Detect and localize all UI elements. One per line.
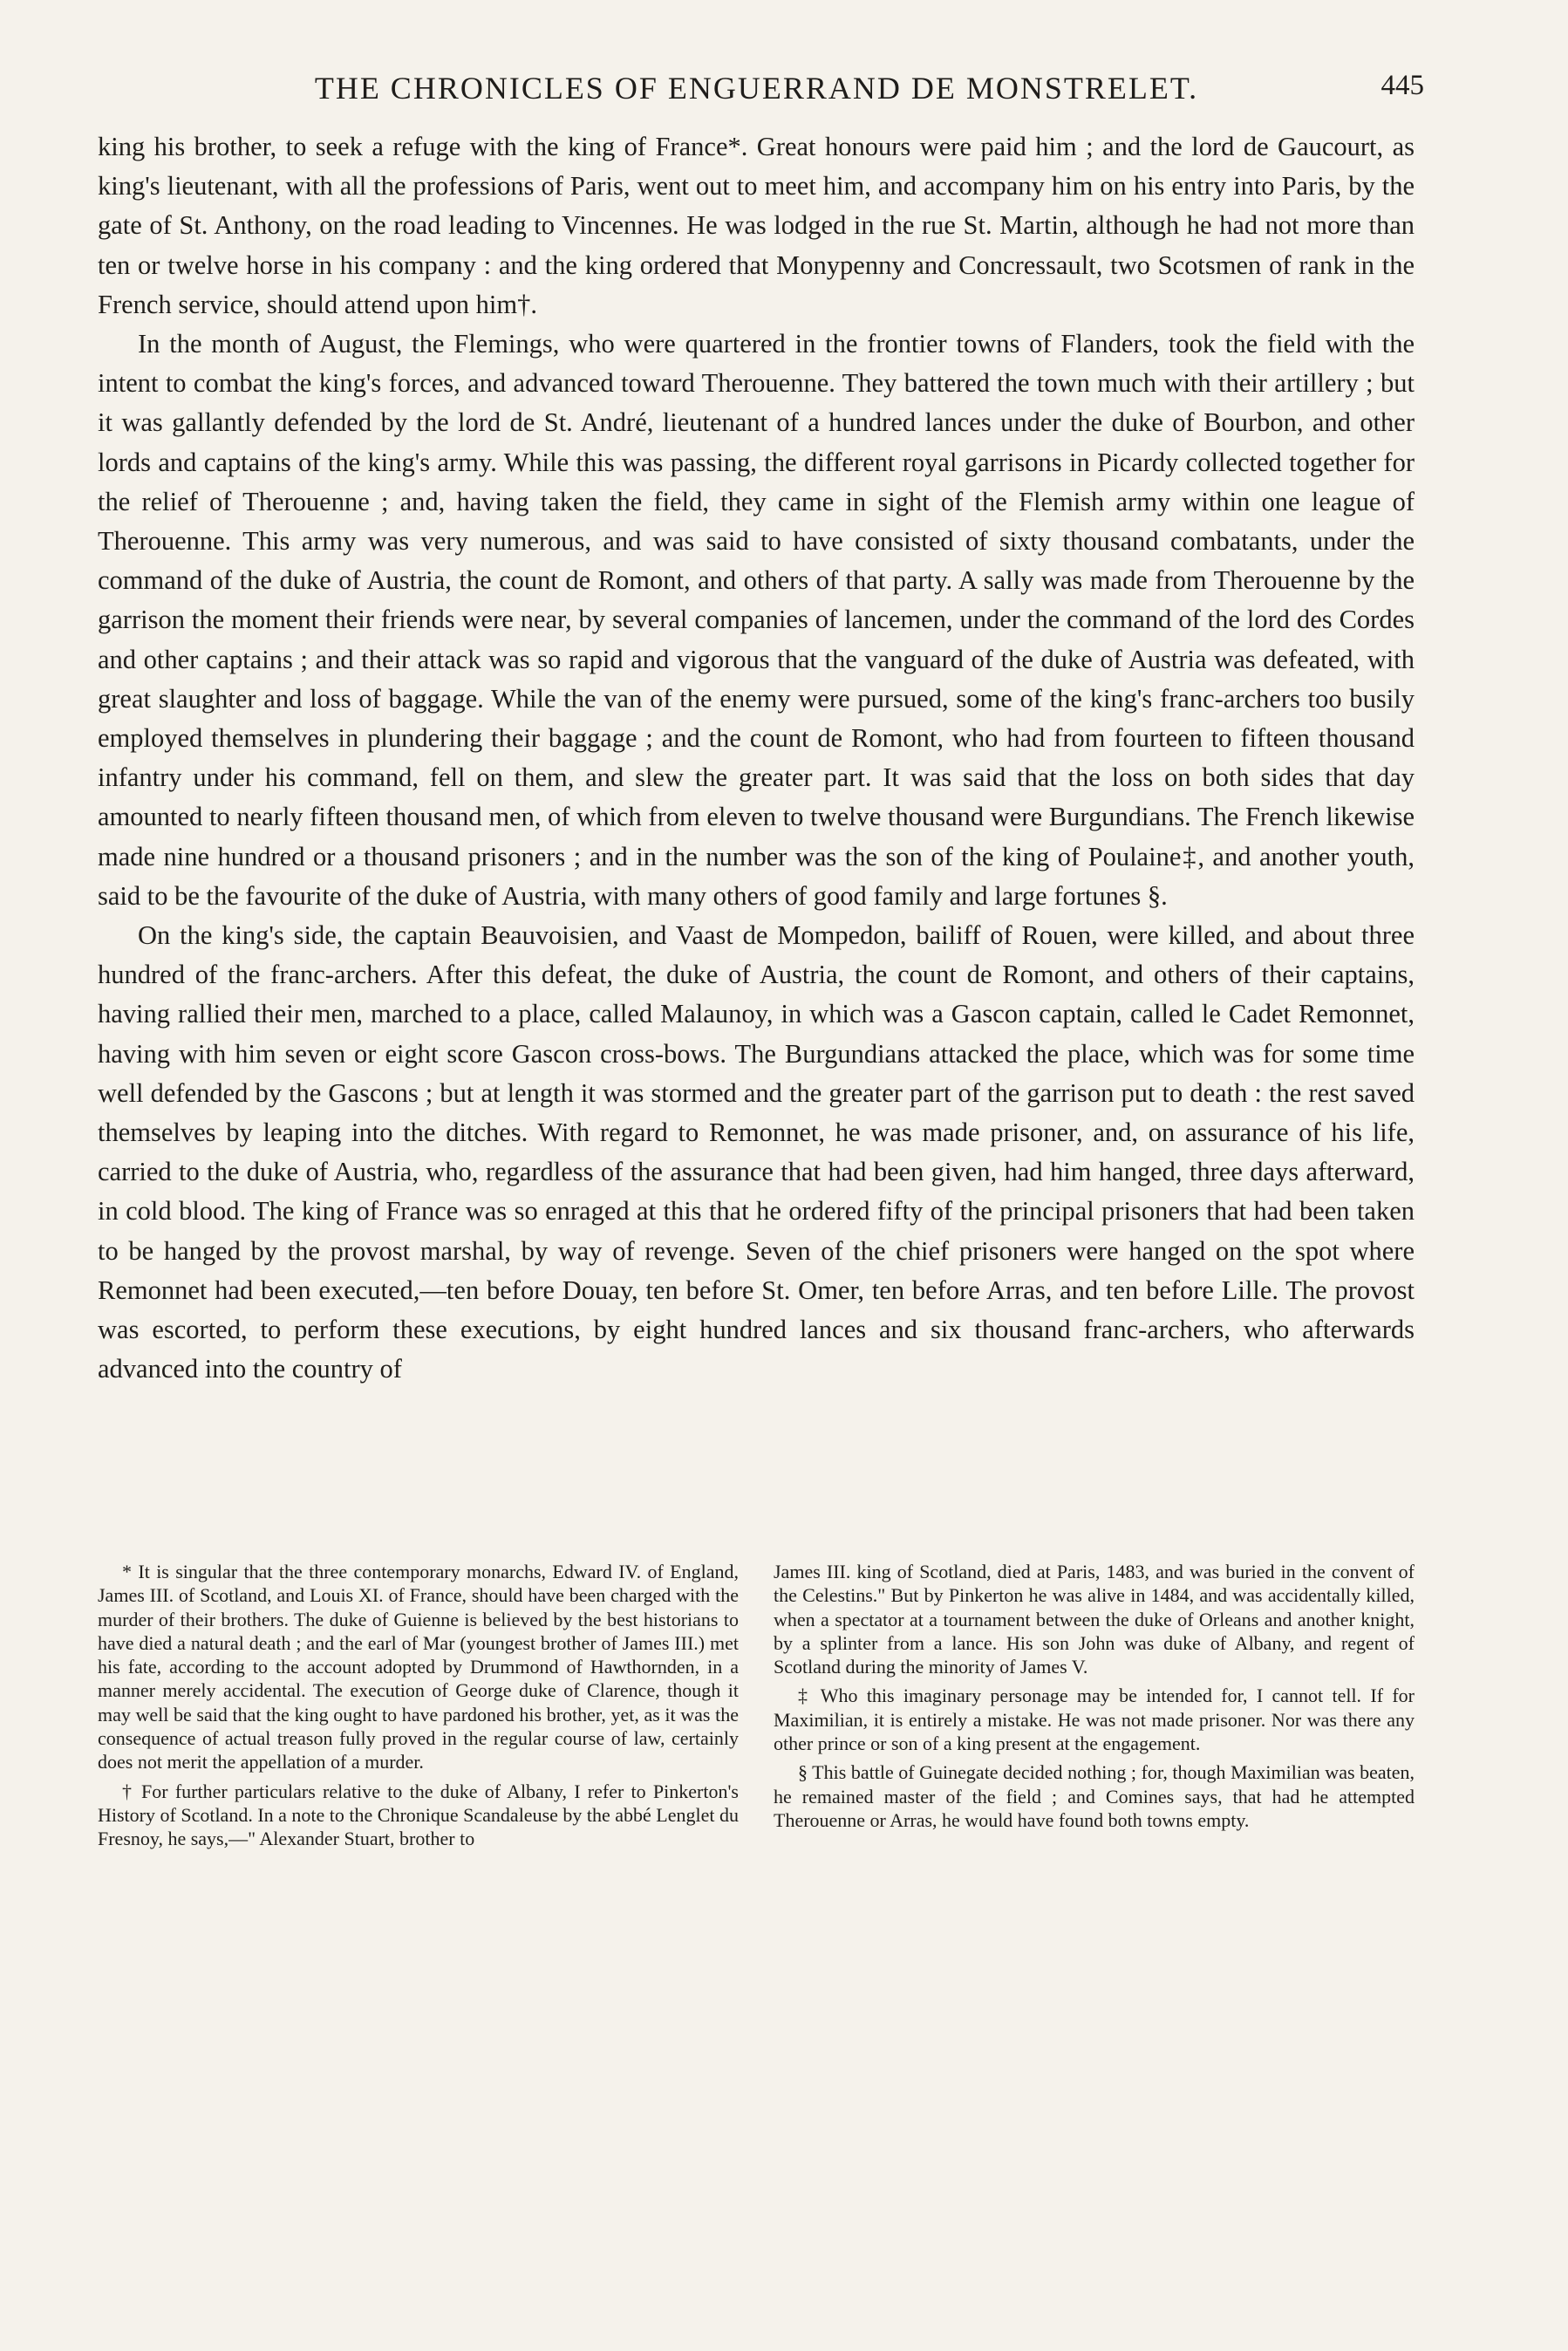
body-paragraph: king his brother, to seek a refuge with the king of France*. Great honours were paid him ; and the lord de Gaucourt, as king's lieutenant, with all the professions of Paris, went out to meet him, and accompany him on his entry into Paris, by the gate of St. Anthony, on the road leading to Vincennes. He was lodged in the rue St. Martin, although he had not more than ten or twelve horse in his company : and the king ordered that Monypenny and Concressault, two Scotsmen of rank in the French service, should attend upon him†. bbox=[98, 132, 1415, 319]
main-text bbox=[98, 127, 1415, 1390]
footnote-continuation: James III. king of Scotland, died at Paris, 1483, and was buried in the convent of the Celestins." But by Pinkerton he was alive in 1484, and was accidentally killed, when a spectator at a tournament between the duke of Orleans and another knight, by a splinter from a lance. His son John was duke of Albany, and regent of Scotland during the minority of James V. bbox=[774, 1561, 1415, 1678]
footnotes bbox=[98, 1560, 1415, 1851]
body-paragraph: On the king's side, the captain Beauvoisien, and Vaast de Mompedon, bailiff of Rouen, were killed, and about three hundred of the franc-archers. After this defeat, the duke of Austria, the count de Romont, and others of their captains, having rallied their men, marched to a place, called Malaunoy, in which was a Gascon captain, called le Cadet Remonnet, having with him seven or eight score Gascon cross-bows. The Burgundians attacked the place, which was for some time well defended by the Gascons ; but at length it was stormed and the greater part of the garrison put to death : the rest saved themselves by leaping into the ditches. With regard to Remonnet, he was made prisoner, and, on assurance of his life, carried to the duke of Austria, who, regardless of the assurance that had been given, had him hanged, three days afterward, in cold blood. The king of France was so enraged at this that he ordered fifty of the principal prisoners that had been taken to be hanged by the provost marshal, by way of revenge. Seven of the chief prisoners were hanged on the spot where Remonnet had been executed,—ten before Douay, ten before St. Omer, ten before Arras, and ten before Lille. The provost was escorted, to perform these executions, by eight hundred lances and six thousand franc-archers, who afterwards advanced into the country of bbox=[98, 920, 1415, 1384]
page-number: 445 bbox=[1381, 70, 1424, 101]
footnote: § This battle of Guinegate decided nothing ; for, though Maximilian was beaten, he remained master of the field ; and Comines says, that had he attempted Therouenne or Arras, he would have found both towns empty. bbox=[774, 1761, 1415, 1831]
footnote: * It is singular that the three contemporary monarchs, Edward IV. of England, James III. of Scotland, and Louis XI. of France, should have been charged with the murder of their brothers. The duke of Guienne is believed by the best historians to have died a natural death ; and the earl of Mar (youngest brother of James III.) met his fate, according to the account adopted by Drummond of Hawthornden, in a manner merely accidental. The execution of George duke of Clarence, though it may well be said that the king ought to have pardoned his brother, yet, as it was the consequence of actual treason fully proved in the regular course of law, certainly does not merit the appellation of a murder. bbox=[98, 1561, 739, 1774]
footnote: † For further particulars relative to the duke of Albany, I refer to Pinkerton's History of Scotland. In a note to the Chronique Scandaleuse by the abbé Lenglet du Fresnoy, he says,—" Alexander Stuart, brother to bbox=[98, 1780, 739, 1850]
footnote: ‡ Who this imaginary personage may be intended for, I cannot tell. If for Maximilian, it is entirely a mistake. He was not made prisoner. Nor was there any other prince or son of a king present at the engagement. bbox=[774, 1685, 1415, 1755]
running-title: THE CHRONICLES OF ENGUERRAND DE MONSTRELET. bbox=[314, 71, 1199, 106]
body-paragraph: In the month of August, the Flemings, who were quartered in the frontier towns of Flanders, took the field with the intent to combat the king's forces, and advanced toward Therouenne. They battered the town much with their artillery ; but it was gallantly defended by the lord de St. André, lieutenant of a hundred lances under the duke of Bourbon, and other lords and captains of the king's army. While this was passing, the different royal garrisons in Picardy collected together for the relief of Therouenne ; and, having taken the field, they came in sight of the Flemish army within one league of Therouenne. This army was very numerous, and was said to have consisted of sixty thousand combatants, under the command of the duke of Austria, the count de Romont, and others of that party. A sally was made from Therouenne by the garrison the moment their friends were near, by several companies of lancemen, under the command of the lord des Cordes and other captains ; and their attack was so rapid and vigorous that the vanguard of the duke of Austria was defeated, with great slaughter and loss of baggage. While the van of the enemy were pursued, some of the king's franc-archers too busily employed themselves in plundering their baggage ; and the count de Romont, who had from fourteen to fifteen thousand infantry under his command, fell on them, and slew the greater part. It was said that the loss on both sides that day amounted to nearly fifteen thousand men, of which from eleven to twelve thousand were Burgundians. The French likewise made nine hundred or a thousand prisoners ; and in the number was the son of the king of Poulaine‡, and another youth, said to be the favourite of the duke of Austria, with many others of good family and large fortunes §. bbox=[98, 329, 1415, 911]
running-head bbox=[98, 58, 1424, 110]
